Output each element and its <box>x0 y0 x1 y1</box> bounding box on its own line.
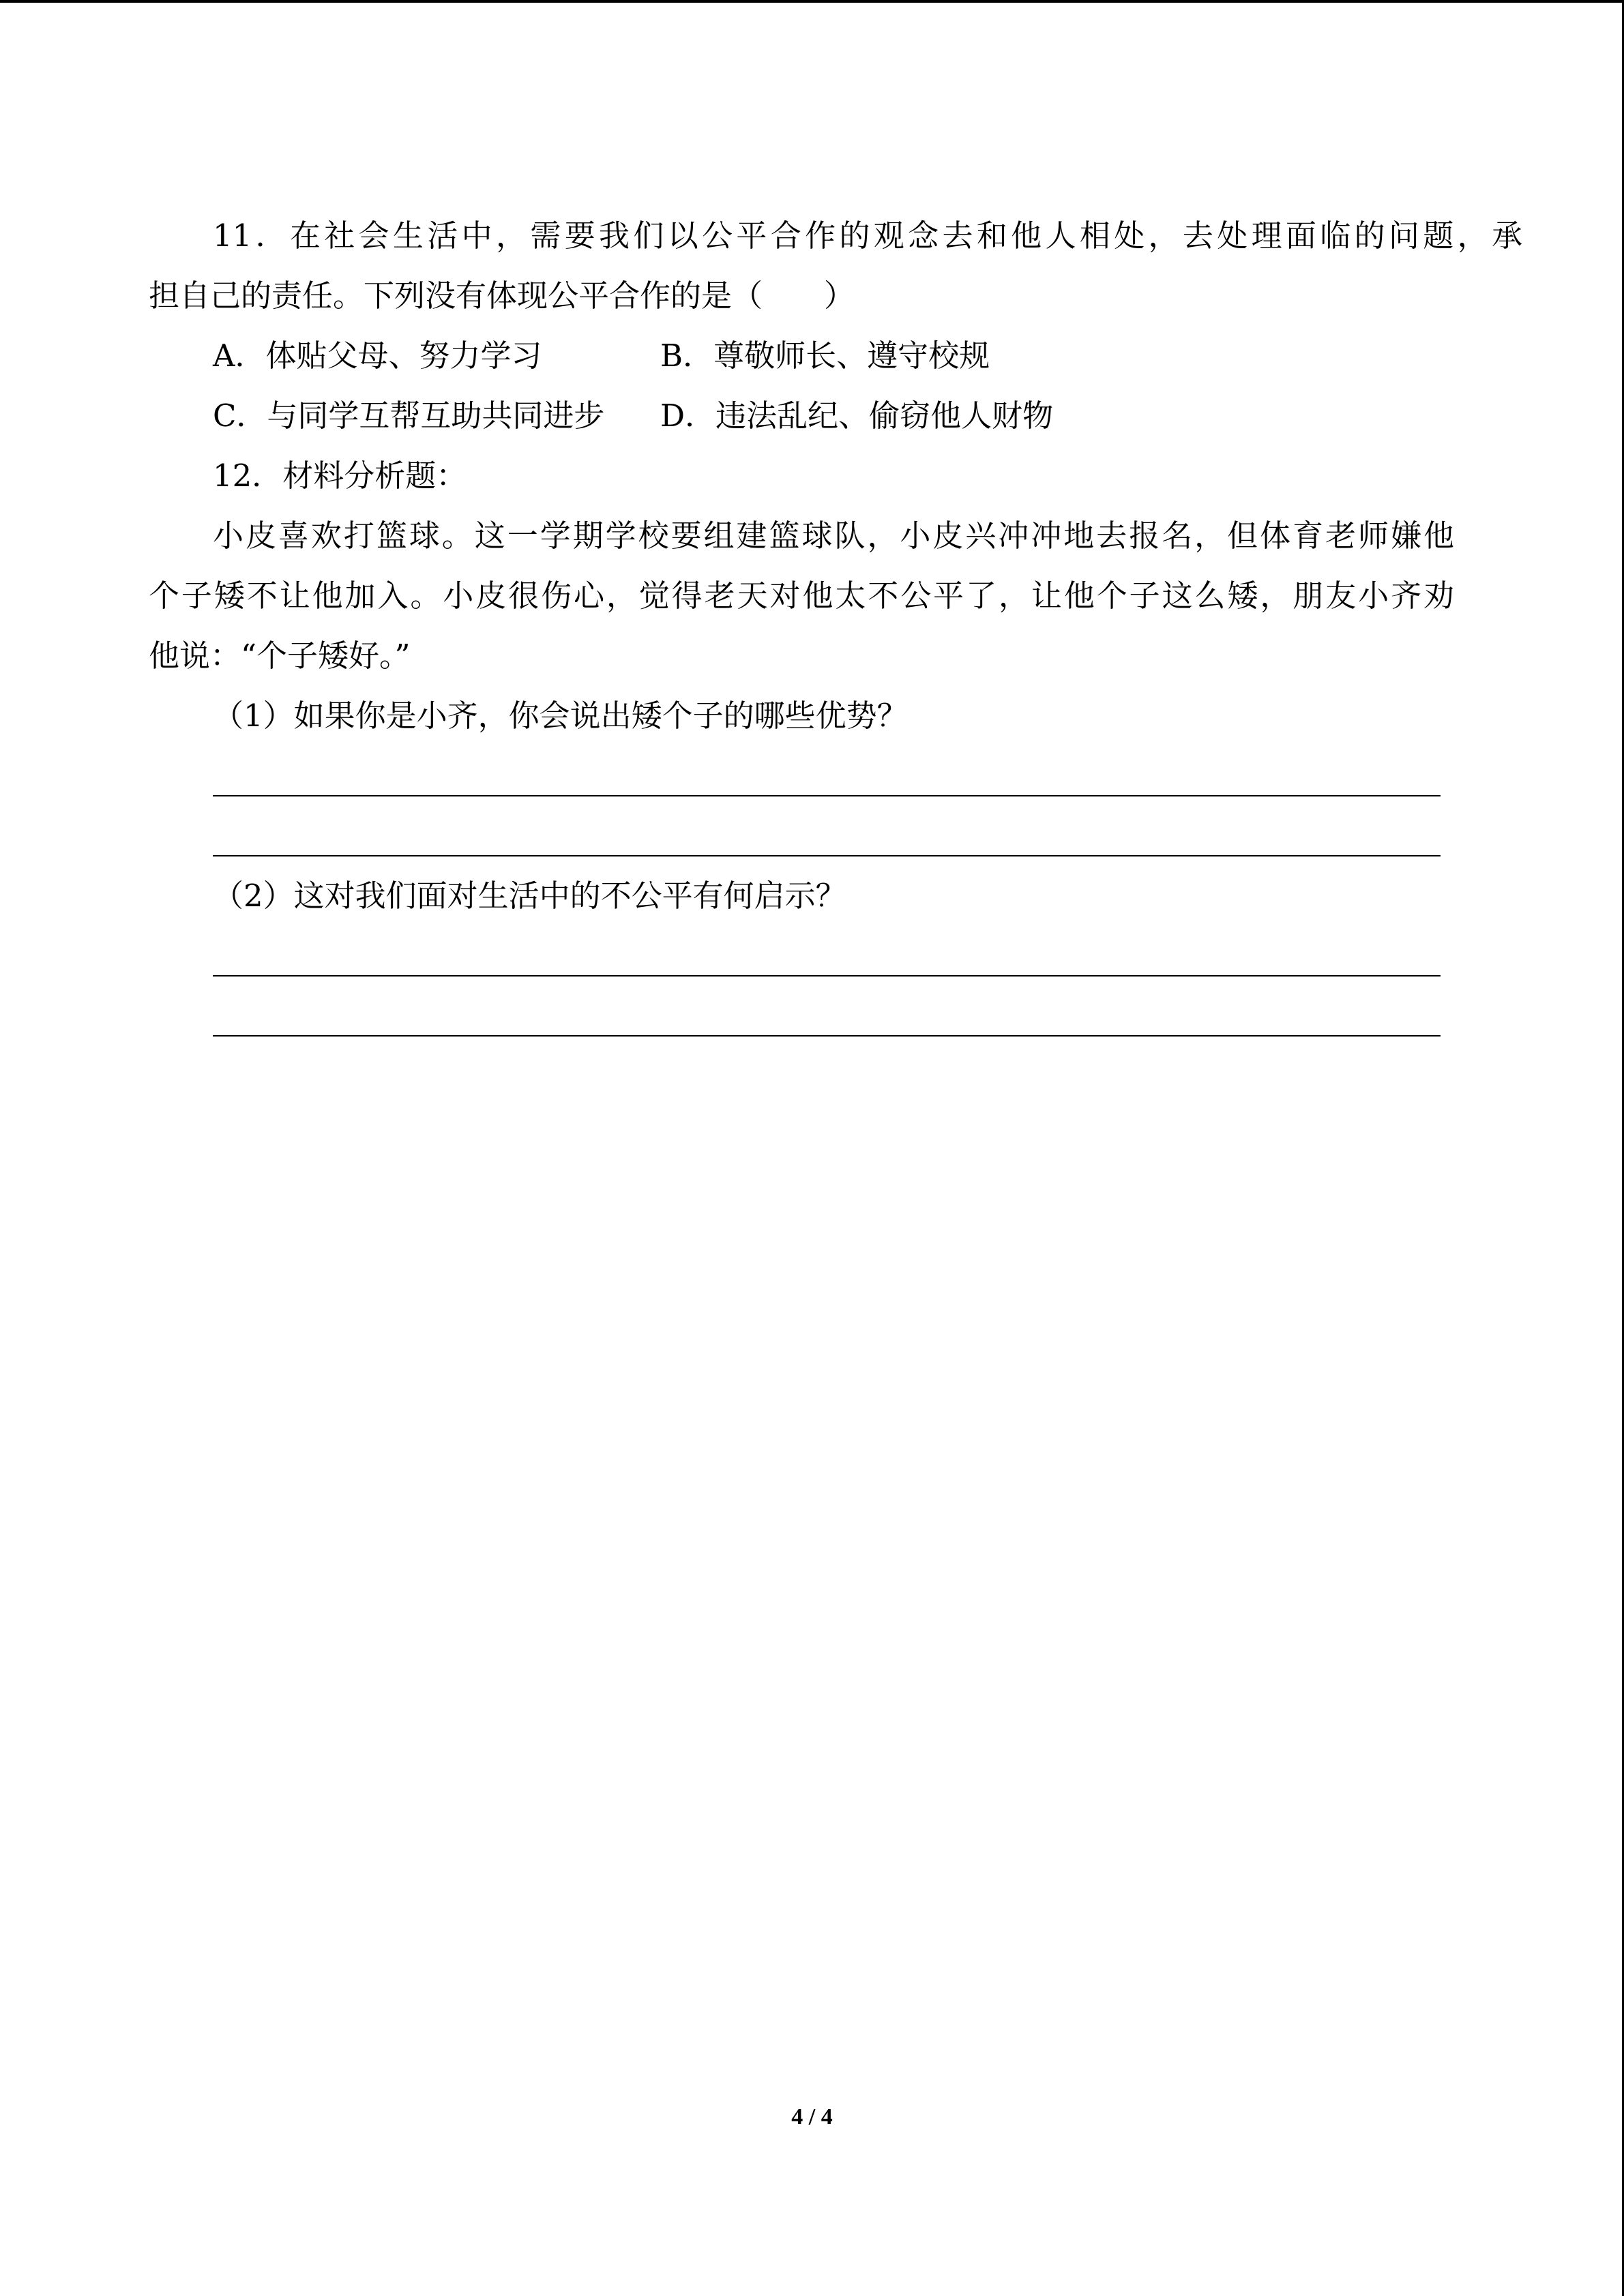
q12-material-line-1: 小皮喜欢打篮球。这一学期学校要组建篮球队，小皮兴冲冲地去报名，但体育老师嫌他 <box>213 518 1454 554</box>
q12-material-line-3: 他说：“个子矮好。” <box>149 638 411 674</box>
q11-option-b: B．尊敬师长、遵守校规 <box>660 338 990 374</box>
q11-stem-line-2: 担自己的责任。下列没有体现公平合作的是（ ） <box>149 278 855 314</box>
answer-line-2[interactable] <box>213 855 1441 856</box>
q11-option-d: D．违法乱纪、偷窃他人财物 <box>660 398 1054 434</box>
answer-line-1[interactable] <box>213 795 1441 796</box>
page-number: 4 / 4 <box>791 2104 833 2130</box>
q12-title: 12．材料分析题： <box>213 458 467 494</box>
q12-sub-question-1: （1）如果你是小齐，你会说出矮个子的哪些优势？ <box>213 698 908 734</box>
answer-line-3[interactable] <box>213 975 1441 976</box>
page-border-top <box>0 0 1624 3</box>
q11-option-c: C．与同学互帮互助共同进步 <box>213 398 605 434</box>
q11-option-a: A．体贴父母、努力学习 <box>213 338 542 374</box>
q12-sub-question-2: （2）这对我们面对生活中的不公平有何启示？ <box>213 878 846 914</box>
answer-line-4[interactable] <box>213 1035 1441 1037</box>
q12-material-line-2: 个子矮不让他加入。小皮很伤心，觉得老天对他太不公平了，让他个子这么矮，朋友小齐劝 <box>149 578 1454 614</box>
q11-stem-line-1: 11．在社会生活中，需要我们以公平合作的观念去和他人相处，去处理面临的问题，承 <box>213 218 1522 254</box>
